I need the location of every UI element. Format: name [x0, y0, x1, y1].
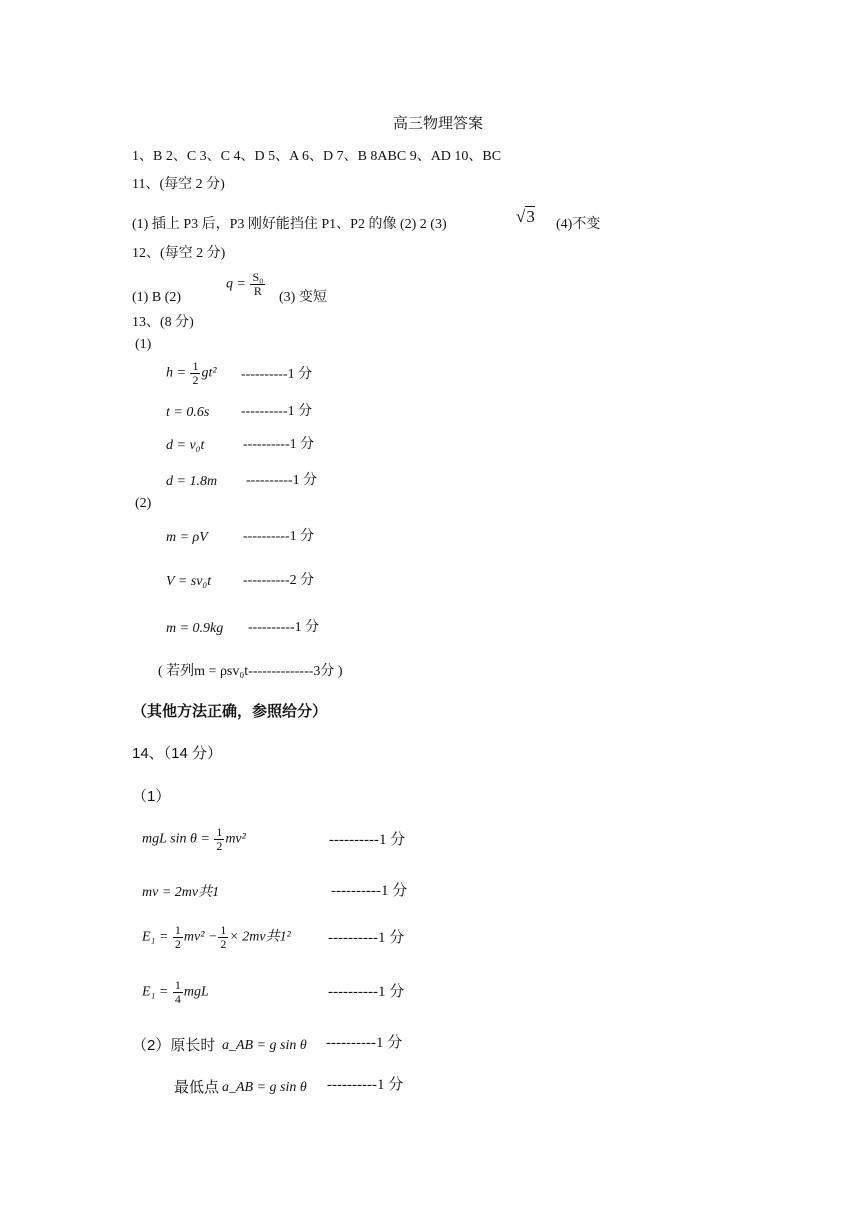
- q13-score-5: ----------1 分: [243, 529, 315, 544]
- q13-score-6: ----------2 分: [243, 573, 315, 588]
- q12-answer-b: (3) 变短: [279, 290, 327, 305]
- page-title: 高三物理答案: [393, 116, 484, 132]
- q14-part1-label: （1）: [132, 788, 171, 805]
- q14-eq-a1: a_AB = g sin θ: [222, 1038, 307, 1053]
- q13-score-1: ----------1 分: [241, 367, 313, 382]
- q14-score-5: ----------1 分: [326, 1035, 403, 1051]
- q11-answer: (1) 插上 P3 后，P3 刚好能挡住 P1、P2 的像 (2) 2 (3): [132, 217, 447, 232]
- q14-eq-a2: a_AB = g sin θ: [222, 1080, 307, 1095]
- q14-score-1: ----------1 分: [329, 832, 406, 848]
- q13-header: 13、(8 分): [132, 315, 194, 330]
- q11-header: 11、(每空 2 分): [132, 177, 225, 192]
- q11-sqrt: √3: [516, 207, 535, 226]
- q13-eq-h: h = $\frac{1}{2}$ gt²: [166, 359, 217, 387]
- q13-alt-method: ( 若列m = ρsv₀t--------------3分 ): [158, 664, 343, 679]
- q14-eq-e1: E₁ = $\frac{1}{2}$ mv² − $\frac{1}{2}$ × 2mv共1²: [142, 923, 291, 951]
- q12-header: 12、(每空 2 分): [132, 246, 226, 261]
- q13-eq-m2: m = 0.9kg: [166, 621, 224, 636]
- q13-eq-m1: m = ρV: [166, 530, 208, 545]
- q14-eq-momentum: mv = 2mv共1: [142, 885, 220, 900]
- grading-note: （其他方法正确，参照给分）: [132, 703, 328, 720]
- q13-eq-d2: d = 1.8m: [166, 474, 218, 489]
- q13-score-7: ----------1 分: [248, 620, 320, 635]
- q13-score-4: ----------1 分: [246, 473, 318, 488]
- q14-eq-energy: mgL sin θ = $\frac{1}{2}$ mv²: [142, 825, 246, 853]
- q13-part2-label: (2): [135, 496, 152, 511]
- q14-part2b-label: 最低点: [174, 1079, 220, 1096]
- q13-score-3: ----------1 分: [243, 437, 315, 452]
- q13-eq-v: V = sv₀t: [166, 574, 212, 589]
- q13-eq-t: t = 0.6s: [166, 405, 210, 420]
- q14-score-2: ----------1 分: [331, 883, 408, 899]
- q14-score-6: ----------1 分: [327, 1077, 404, 1093]
- q14-score-3: ----------1 分: [328, 930, 405, 946]
- choice-answers: 1、B 2、C 3、C 4、D 5、A 6、D 7、B 8ABC 9、AD 10、BC: [132, 149, 502, 164]
- q12-formula: q = $\frac{\text{S₀}}{R}$: [226, 270, 264, 298]
- q14-score-4: ----------1 分: [328, 984, 405, 1000]
- q14-eq-e1-result: E₁ = $\frac{1}{4}$ mgL: [142, 978, 209, 1006]
- q12-answer-a: (1) B (2): [132, 290, 181, 305]
- q14-part2-label: （2）原长时: [132, 1037, 216, 1054]
- q14-header: 14、（14 分）: [132, 745, 223, 762]
- q13-part1-label: (1): [135, 337, 152, 352]
- q13-score-2: ----------1 分: [241, 404, 313, 419]
- q11-tail: (4)不变: [556, 217, 601, 232]
- q13-eq-d1: d = v₀t: [166, 438, 205, 453]
